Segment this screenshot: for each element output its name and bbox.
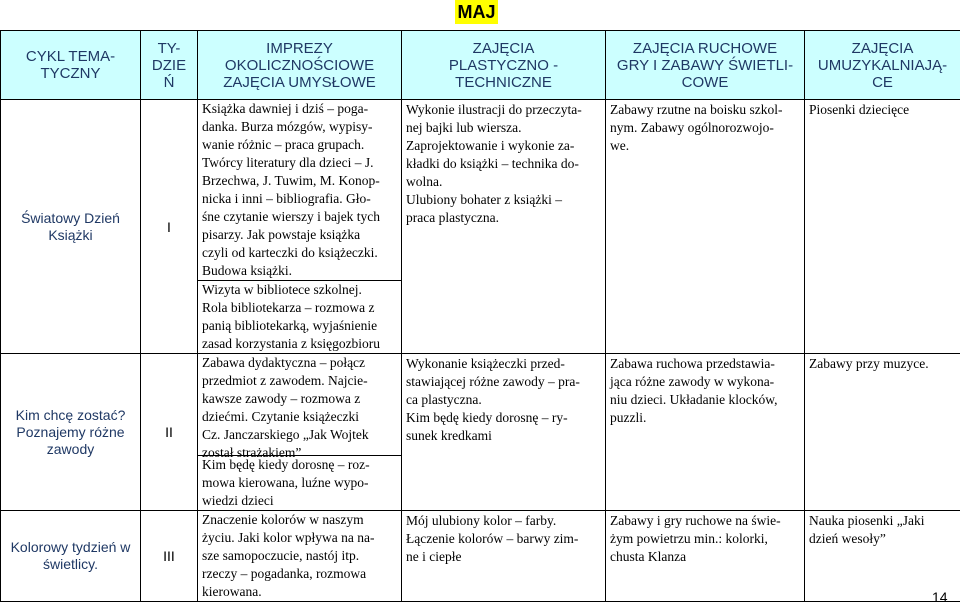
- movement-text: Zabawy i gry ruchowe na świe- żym powietrzu min.: kolorki, chusta Klanza: [610, 512, 800, 566]
- table-row: [1, 100, 960, 354]
- week-cell: III: [141, 511, 198, 602]
- events-cell: [198, 100, 402, 354]
- week-cell: I: [141, 100, 198, 354]
- cycle-text: Światowy Dzień Książki: [21, 210, 120, 243]
- week-cell: II: [141, 354, 198, 511]
- events-text: Wizyta w bibliotece szkolnej. Rola bibliotekarza – rozmowa z panią bibliotekarką, wyjaśnienie zasad korzystania z księgozbioru: [198, 280, 401, 353]
- events-cell: [198, 511, 402, 602]
- movement-cell: [606, 511, 805, 602]
- music-text: Nauka piosenki „Jaki dzień wesoły”: [809, 512, 956, 548]
- header-events-text: IMPREZY OKOLICZNOŚCIOWE ZAJĘCIA UMYSŁOWE: [223, 40, 376, 91]
- events-text: Zabawa dydaktyczna – połącz przedmiot z zawodem. Najcie- kawsze zawody – rozmowa z dziećmi. Czytanie książeczki Cz. Janczarskiego „Jak Wojtek został strażakiem”: [198, 354, 401, 455]
- music-cell: [805, 354, 960, 511]
- header-week: [141, 31, 198, 100]
- header-week-text: TY- DZIE Ń: [152, 40, 186, 91]
- plan-table: [0, 30, 960, 602]
- header-row: [1, 31, 960, 100]
- cycle-cell: [1, 354, 141, 511]
- music-cell: [805, 511, 960, 602]
- events-text: Znaczenie kolorów w naszym życiu. Jaki kolor wpływa na na- sze samopoczucie, nastój itp. rzeczy – pogadanka, rozmowa kierowana.: [198, 511, 401, 601]
- cycle-text: Kolorowy tydzień w świetlicy.: [11, 539, 131, 572]
- header-arts-text: ZAJĘCIA PLASTYCZNO - TECHNICZNE: [449, 40, 558, 91]
- arts-text: Mój ulubiony kolor – farby. Łączenie kolorów – barwy zim- ne i ciepłe: [406, 512, 601, 566]
- header-cycle: [1, 31, 141, 100]
- header-cycle-text: CYKL TEMA- TYCZNY: [26, 48, 115, 82]
- music-text: Piosenki dziecięce: [809, 101, 956, 119]
- arts-text: Wykonie ilustracji do przeczyta- nej bajki lub wiersza. Zaprojektowanie i wykonie za- kładki do książki – technika do- wolna. Ulubiony bohater z książki – praca plastyczna.: [406, 101, 601, 227]
- arts-text: Wykonanie książeczki przed- stawiającej różne zawody – pra- ca plastyczna. Kim będę kiedy dorosnę – ry- sunek kredkami: [406, 355, 601, 445]
- header-music-text: ZAJĘCIA UMUZYKALNIAJĄ- CE: [818, 40, 947, 91]
- header-movement-text: ZAJĘCIA RUCHOWE GRY I ZABAWY ŚWIETLI- COWE: [617, 40, 793, 91]
- arts-cell: [402, 511, 606, 602]
- header-events: [198, 31, 402, 100]
- table-row: [1, 511, 960, 602]
- music-text: Zabawy przy muzyce.: [809, 355, 956, 373]
- header-music: [805, 31, 960, 100]
- header-arts: [402, 31, 606, 100]
- movement-text: Zabawa ruchowa przedstawia- jąca różne zawody w wykona- niu dzieci. Układanie klocków, puzzli.: [610, 355, 800, 427]
- movement-text: Zabawy rzutne na boisku szkol- nym. Zabawy ogólnorozwojo- we.: [610, 101, 800, 155]
- arts-cell: [402, 354, 606, 511]
- events-text: Książka dawniej i dziś – poga- danka. Burza mózgów, wypisy- wanie różnic – praca grupach. Twórcy literatury dla dzieci – J. Brzechwa, J. Tuwim, M. Konop- nicka i inni – bibliografia. Gło- śne czytanie wierszy i bajek tych pisarzy. Jak powstaje książka czyli od karteczki do książeczki. Budowa książki.: [198, 100, 401, 280]
- movement-cell: [606, 354, 805, 511]
- music-cell: [805, 100, 960, 354]
- events-text: Kim będę kiedy dorosnę – roz- mowa kierowana, luźne wypo- wiedzi dzieci: [198, 455, 401, 510]
- movement-cell: [606, 100, 805, 354]
- page-number: 14: [932, 589, 948, 605]
- month-banner: MAJ: [455, 0, 498, 24]
- cycle-text: Kim chcę zostać? Poznajemy różne zawody: [16, 407, 126, 457]
- arts-cell: [402, 100, 606, 354]
- cycle-cell: [1, 511, 141, 602]
- table-row: [1, 354, 960, 511]
- cycle-cell: [1, 100, 141, 354]
- header-movement: [606, 31, 805, 100]
- events-cell: [198, 354, 402, 511]
